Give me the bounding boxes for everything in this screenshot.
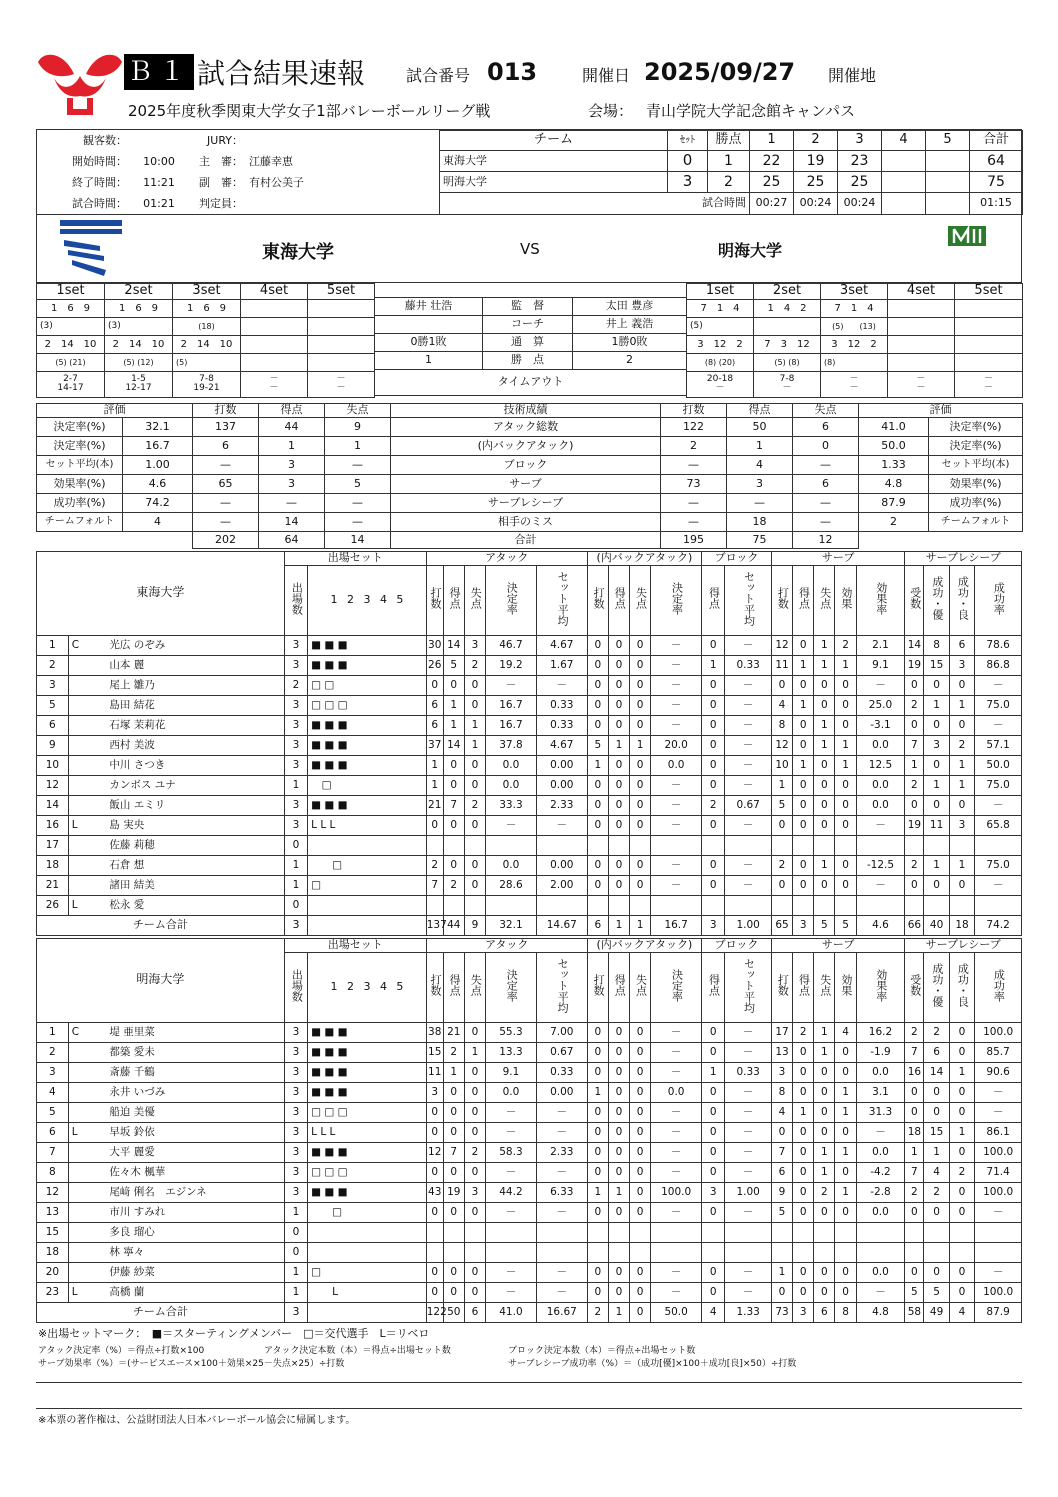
hall-label: 会場：	[588, 102, 634, 120]
team-right-name: 明海大学	[718, 241, 783, 260]
column-header: 成功・優	[930, 576, 944, 621]
player-row: 20 伊藤 紗菜 1 □ 0 0 0 － － 0 0 0 － 0 － 1 0 0 0 0.0 0 0 0 －	[37, 1262, 1022, 1282]
player-row: 14 飯山 エミリ 3 ■ ■ ■ 21 7 2 33.3 2.33 0 0 0 － 2 0.67 5 0 0 0 0.0 0 0 0 －	[37, 795, 1022, 815]
tokai-logo	[60, 220, 126, 276]
copyright-note: ※本票の著作権は、公益財団法人日本バレーボール協会に帰属します。	[38, 1415, 356, 1426]
player-row: 12 カンボス ユナ 1 □ 1 0 0 0.0 0.00 0 0 0 － 0 － 1 0 0 0 0.0 2 1 1 75.0	[37, 775, 1022, 795]
score-row: 明海大学 3 2 25 25 25 75	[440, 172, 1023, 193]
formula-attack: アタック決定率（%）＝得点÷打数×100	[38, 1346, 205, 1356]
match-date: 2025/09/27	[644, 58, 796, 86]
score-table: チーム ｾｯﾄ 勝点 1 2 3 4 5 合計 東海大学 0 1 22 19 23 64 明海大学 3 2 25 25 25 75 試合時間 00:27 00:24 00:24 01:15	[439, 130, 1023, 215]
column-header: セット平均	[742, 957, 756, 1013]
date-label: 開催日	[582, 66, 631, 85]
jva-logo	[34, 48, 126, 116]
staff-table: 藤井 壮浩 監 督 太田 豊彦 コーチ 井上 義浩 0勝1敗 通 算 1勝0敗 1 勝 点 2 タイムアウト	[374, 297, 687, 396]
formula-attack-per-set: アタック決定本数（本）＝得点÷出場セット数	[264, 1346, 451, 1356]
player-row: 12 尾﨑 俐名 エジンネ 3 ■ ■ ■ 43 19 3 44.2 6.33 1 1 0 100.0 3 1.00 9 0 2 1 -2.8 2 2 0 100.0	[37, 1182, 1022, 1202]
player-row: 13 市川 すみれ 1 □ 0 0 0 － － 0 0 0 － 0 － 5 0 0 0 0.0 0 0 0 －	[37, 1202, 1022, 1222]
meikai-player-stats: 明海大学 出場セット アタック (内バックアタック) ブロック サーブ サーブレシーブ 出場数 1 2 3 4 5 打数 得点 失点 決定率 セット平均 打数 得点 失点 決定率 得点 セット平均 打数 得点 失点 効果 効果率 受数 成功・優 成功・良 成功率 1 C 堤 亜里菜 3 ■ ■ ■ 38 21 0 55.3 7.00 0 0 0 － 0 － 17 2 1 4 16.2 2 2 0 100.0 2 都築 愛未 3 ■ ■ ■ 15 2 1 13.3 0.67 0 0 0 － 0 － 13 0 1 0 -1.9 7 6 0 85.7 3 斎藤 千鶴 3 ■ ■ ■ 11 1 0 9.1 0.33 0 0 0 － 1 0.33 3 0 0 0 0.0 16 14 1 90.6 4 永井 いづみ 3 ■ ■ ■ 3 0 0 0.0 0.00 1 0 0 0.0 0 － 8 0 0 1 3.1 0 0 0 － 5 船迫 美優 3 □ □ □ 0 0 0 － － 0 0 0 － 0 － 4 1 0 1 31.3 0 0 0 － 6 L 早坂 鈴依 3 L L L 0 0 0 － － 0 0 0 － 0 － 0 0 0 0 － 18 15 1 86.1 7 大平 麗愛 3 ■ ■ ■ 12 7 2 58.3 2.33 0 0 0 － 0 － 7 0 1 1 0.0 1 1 0 100.0 8 佐々木 楓華 3 □ □ □ 0 0 0 － － 0 0 0 － 0 － 6 0 1 0 -4.2 7 4 2 71.4 12 尾﨑 俐名 エジンネ 3 ■ ■ ■ 43 19 3 44.2 6.33 1 1 0 100.0 3 1.00 9 0 2 1 -2.8 2 2 0 100.0 13 市川 すみれ 1 □ 0 0 0 － － 0 0 0 － 0 － 5 0 0 0 0.0 0 0 0 － 15 多良 瑠心 0 18 林 寧々 0 20 伊藤 紗菜 1 □ 0 0 0 － － 0 0 0 － 0 － 1 0 0 0 0.0 0 0 0 － 23 L 高橋 蘭 1 L 0 0 0 － － 0 0 0 － 0 － 0 0 0 0 － 5 5 0 100.0 チーム合計 3 122 50 6 41.0 16.67 2 1 0 50.0 4 1.33 73 3 6 8 4.8 58 49 4 87.9	[36, 938, 1022, 1323]
column-header: セット平均	[556, 570, 570, 626]
column-header: セット平均	[742, 570, 756, 626]
player-row: 17 佐藤 莉穂 0	[37, 835, 1022, 855]
league-name: 2025年度秋季関東大学女子1部バレーボールリーグ戦	[128, 102, 491, 120]
team-total-row: チーム合計 3 137 44 9 32.1 14.67 6 1 1 16.7 3 1.00 65 3 5 5 4.6 66 40 18 74.2	[37, 915, 1022, 935]
formula-receive: サーブレシーブ成功率（%）＝（成功[優]×100＋成功[良]×50）÷打数	[508, 1359, 797, 1369]
column-header: 打数	[592, 587, 606, 610]
column-header: 打数	[776, 587, 790, 610]
tokai-player-stats: 東海大学 出場セット アタック (内バックアタック) ブロック サーブ サーブレシーブ 出場数 1 2 3 4 5 打数 得点 失点 決定率 セット平均 打数 得点 失点 決定率 得点 セット平均 打数 得点 失点 効果 効果率 受数 成功・優 成功・良 成功率 1 C 光広 のぞみ 3 ■ ■ ■ 30 14 3 46.7 4.67 0 0 0 － 0 － 12 0 1 2 2.1 14 8 6 78.6 2 山本 麗 3 ■ ■ ■ 26 5 2 19.2 1.67 0 0 0 － 1 0.33 11 1 1 1 9.1 19 15 3 86.8 3 尾上 雛乃 2 □ □ 0 0 0 － － 0 0 0 － 0 － 0 0 0 0 － 0 0 0 － 5 島田 結花 3 □ □ □ 6 1 0 16.7 0.33 0 0 0 － 0 － 4 1 0 0 25.0 2 1 1 75.0 6 石塚 茉莉花 3 ■ ■ ■ 6 1 1 16.7 0.33 0 0 0 － 0 － 8 0 1 0 -3.1 0 0 0 － 9 西村 美波 3 ■ ■ ■ 37 14 1 37.8 4.67 5 1 1 20.0 0 － 12 0 1 1 0.0 7 3 2 57.1 10 中川 さつき 3 ■ ■ ■ 1 0 0 0.0 0.00 1 0 0 0.0 0 － 10 1 0 1 12.5 1 0 1 50.0 12 カンボス ユナ 1 □ 1 0 0 0.0 0.00 0 0 0 － 0 － 1 0 0 0 0.0 2 1 1 75.0 14 飯山 エミリ 3 ■ ■ ■ 21 7 2 33.3 2.33 0 0 0 － 2 0.67 5 0 0 0 0.0 0 0 0 － 16 L 島 実央 3 L L L 0 0 0 － － 0 0 0 － 0 － 0 0 0 0 － 19 11 3 65.8 17 佐藤 莉穂 0 18 石倉 想 1 □ 2 0 0 0.0 0.00 0 0 0 － 0 － 2 0 1 0 -12.5 2 1 1 75.0 21 諸田 結美 1 □ 7 2 0 28.6 2.00 0 0 0 － 0 － 0 0 0 0 － 0 0 0 － 26 L 松永 愛 0 チーム合計 3 137 44 9 32.1 14.67 6 1 1 16.7 3 1.00 65 3 5 5 4.6 66 40 18 74.2	[36, 551, 1022, 936]
column-header: 効果率	[874, 968, 888, 1002]
column-header: 受数	[908, 587, 922, 610]
column-header: 受数	[908, 974, 922, 997]
player-row: 1 C 堤 亜里菜 3 ■ ■ ■ 38 21 0 55.3 7.00 0 0 0 － 0 － 17 2 1 4 16.2 2 2 0 100.0	[37, 1022, 1022, 1042]
player-row: 2 山本 麗 3 ■ ■ ■ 26 5 2 19.2 1.67 0 0 0 － 1 0.33 11 1 1 1 9.1 19 15 3 86.8	[37, 655, 1022, 675]
player-row: 3 斎藤 千鶴 3 ■ ■ ■ 11 1 0 9.1 0.33 0 0 0 － 1 0.33 3 0 0 0 0.0 16 14 1 90.6	[37, 1062, 1022, 1082]
player-row: 4 永井 いづみ 3 ■ ■ ■ 3 0 0 0.0 0.00 1 0 0 0.0 0 － 8 0 0 1 3.1 0 0 0 －	[37, 1082, 1022, 1102]
venue-label: 開催地	[828, 66, 877, 85]
column-header: 失点	[634, 974, 648, 997]
column-header: 得点	[707, 974, 721, 997]
player-row: 23 L 高橋 蘭 1 L 0 0 0 － － 0 0 0 － 0 － 0 0 0 0 － 5 5 0 100.0	[37, 1282, 1022, 1302]
column-header: 打数	[429, 587, 443, 610]
meikai-logo	[948, 226, 986, 252]
player-row: 16 L 島 実央 3 L L L 0 0 0 － － 0 0 0 － 0 － 0 0 0 0 － 19 11 3 65.8	[37, 815, 1022, 835]
column-header: 得点	[448, 587, 462, 610]
player-row: 6 L 早坂 鈴依 3 L L L 0 0 0 － － 0 0 0 － 0 － 0 0 0 0 － 18 15 1 86.1	[37, 1122, 1022, 1142]
player-row: 6 石塚 茉莉花 3 ■ ■ ■ 6 1 1 16.7 0.33 0 0 0 － 0 － 8 0 1 0 -3.1 0 0 0 －	[37, 715, 1022, 735]
column-header: 決定率	[670, 581, 684, 615]
player-row: 21 諸田 結美 1 □ 7 2 0 28.6 2.00 0 0 0 － 0 － 0 0 0 0 － 0 0 0 －	[37, 875, 1022, 895]
player-row: 1 C 光広 のぞみ 3 ■ ■ ■ 30 14 3 46.7 4.67 0 0 0 － 0 － 12 0 1 2 2.1 14 8 6 78.6	[37, 635, 1022, 655]
column-header: 成功・良	[956, 963, 970, 1008]
page-title: 試合結果速報	[197, 57, 366, 90]
column-header: 失点	[634, 587, 648, 610]
right-rotations: 1set 2set 3set 4set 5set 7 1 4 1 4 2 7 1 4 (5) (5) (13) 3 12 2 7 3 12 3 12 2 (8) (20) (5) (8) (8) 20-18 － 7-8 － － － － － － －	[686, 283, 1023, 398]
team-left-name: 東海大学	[262, 242, 334, 263]
player-row: 15 多良 瑠心 0	[37, 1222, 1022, 1242]
column-header: 決定率	[505, 581, 519, 615]
column-header: 効果	[839, 974, 853, 997]
column-header: 打数	[776, 974, 790, 997]
team-name: 東海大学	[37, 552, 285, 636]
column-header: 効果	[839, 587, 853, 610]
player-row: 2 都築 愛未 3 ■ ■ ■ 15 2 1 13.3 0.67 0 0 0 － 0 － 13 0 1 0 -1.9 7 6 0 85.7	[37, 1042, 1022, 1062]
column-header: 効果率	[874, 581, 888, 615]
player-row: 9 西村 美波 3 ■ ■ ■ 37 14 1 37.8 4.67 5 1 1 20.0 0 － 12 0 1 1 0.0 7 3 2 57.1	[37, 735, 1022, 755]
column-header: 失点	[818, 587, 832, 610]
left-rotations: 1set 2set 3set 4set 5set 1 6 9 1 6 9 1 6 9 (3) (3) (18) 2 14 10 2 14 10 2 14 10 (5) (21) (5) (12) (5) 2-7 14-17 1-5 12-17 7-8 19-21 － － － －	[36, 283, 375, 398]
column-header: 失点	[469, 974, 483, 997]
hall-name: 青山学院大学記念館キャンパス	[646, 102, 855, 120]
league-badge: Ｂ１	[124, 54, 194, 90]
player-row: 18 林 寧々 0	[37, 1242, 1022, 1262]
match-no-label: 試合番号	[406, 66, 471, 85]
team-total-row: チーム合計 3 122 50 6 41.0 16.67 2 1 0 50.0 4 1.33 73 3 6 8 4.8 58 49 4 87.9	[37, 1302, 1022, 1322]
column-header: 失点	[469, 587, 483, 610]
column-header: 打数	[429, 974, 443, 997]
formula-block: ブロック決定本数（本）＝得点÷出場セット数	[508, 1346, 696, 1356]
formula-serve: サーブ効果率（%）＝(サービスエース×100＋効果×25－失点×25）÷打数	[38, 1359, 345, 1369]
column-header: 得点	[613, 587, 627, 610]
player-row: 7 大平 麗愛 3 ■ ■ ■ 12 7 2 58.3 2.33 0 0 0 － 0 － 7 0 1 1 0.0 1 1 0 100.0	[37, 1142, 1022, 1162]
column-header: 得点	[797, 974, 811, 997]
score-row: 東海大学 0 1 22 19 23 64	[440, 151, 1023, 172]
player-row: 8 佐々木 楓華 3 □ □ □ 0 0 0 － － 0 0 0 － 0 － 6 0 1 0 -4.2 7 4 2 71.4	[37, 1162, 1022, 1182]
match-no: 013	[487, 58, 538, 86]
tech-table: 評価 打数 得点 失点 技術成績 打数 得点 失点 評価 決定率(%) 32.1 137 44 9 アタック総数 122 50 6 41.0 決定率(%) 決定率(%) 16.7 6 1 1 (内バックアタック) 2 1 0 50.0 決定率(%) セット平均(本) 1.00 — 3 — ブロック — 4 — 1.33 セット平均(本) 効果率(%) 4.6 65 3 5 サーブ 73 3 6 4.8 効果率(%) 成功率(%) 74.2 — — — サーブレシーブ — — — 87.9 成功率(%) チームフォルト 4 — 14 — 相手のミス — 18 — 2 チームフォルト 202 64 14 合計 195 75 12	[36, 403, 1023, 549]
column-header: 成功率	[992, 581, 1006, 615]
player-row: 26 L 松永 愛 0	[37, 895, 1022, 915]
column-header: 得点	[797, 587, 811, 610]
match-info: 観客数： JURY： 開始時間： 10:00 主 審： 江藤幸恵 終了時間： 11:21 副 審： 有村公美子 試合時間： 01:21 判定員：	[72, 134, 304, 211]
player-row: 5 船迫 美優 3 □ □ □ 0 0 0 － － 0 0 0 － 0 － 4 1 0 1 31.3 0 0 0 －	[37, 1102, 1022, 1122]
player-row: 10 中川 さつき 3 ■ ■ ■ 1 0 0 0.0 0.00 1 0 0 0.0 0 － 10 1 0 1 12.5 1 0 1 50.0	[37, 755, 1022, 775]
column-header: 得点	[707, 587, 721, 610]
column-header: 失点	[818, 974, 832, 997]
column-header: 決定率	[505, 968, 519, 1002]
vs-label: VS	[520, 240, 540, 258]
column-header: 得点	[448, 974, 462, 997]
column-header: 成功率	[992, 968, 1006, 1002]
team-name: 明海大学	[37, 939, 285, 1023]
column-header: 出場数	[290, 968, 304, 1002]
column-header: 得点	[613, 974, 627, 997]
player-row: 18 石倉 想 1 □ 2 0 0 0.0 0.00 0 0 0 － 0 － 2 0 1 0 -12.5 2 1 1 75.0	[37, 855, 1022, 875]
player-row: 5 島田 結花 3 □ □ □ 6 1 0 16.7 0.33 0 0 0 － 0 － 4 1 0 0 25.0 2 1 1 75.0	[37, 695, 1022, 715]
column-header: 成功・優	[930, 963, 944, 1008]
player-row: 3 尾上 雛乃 2 □ □ 0 0 0 － － 0 0 0 － 0 － 0 0 0 0 － 0 0 0 －	[37, 675, 1022, 695]
column-header: 打数	[592, 974, 606, 997]
column-header: 成功・良	[956, 576, 970, 621]
column-header: 出場数	[290, 581, 304, 615]
column-header: セット平均	[556, 957, 570, 1013]
column-header: 決定率	[670, 968, 684, 1002]
set-mark-legend: ※出場セットマーク： ■＝スターティングメンバー □＝交代選手 L＝リベロ	[38, 1327, 430, 1340]
